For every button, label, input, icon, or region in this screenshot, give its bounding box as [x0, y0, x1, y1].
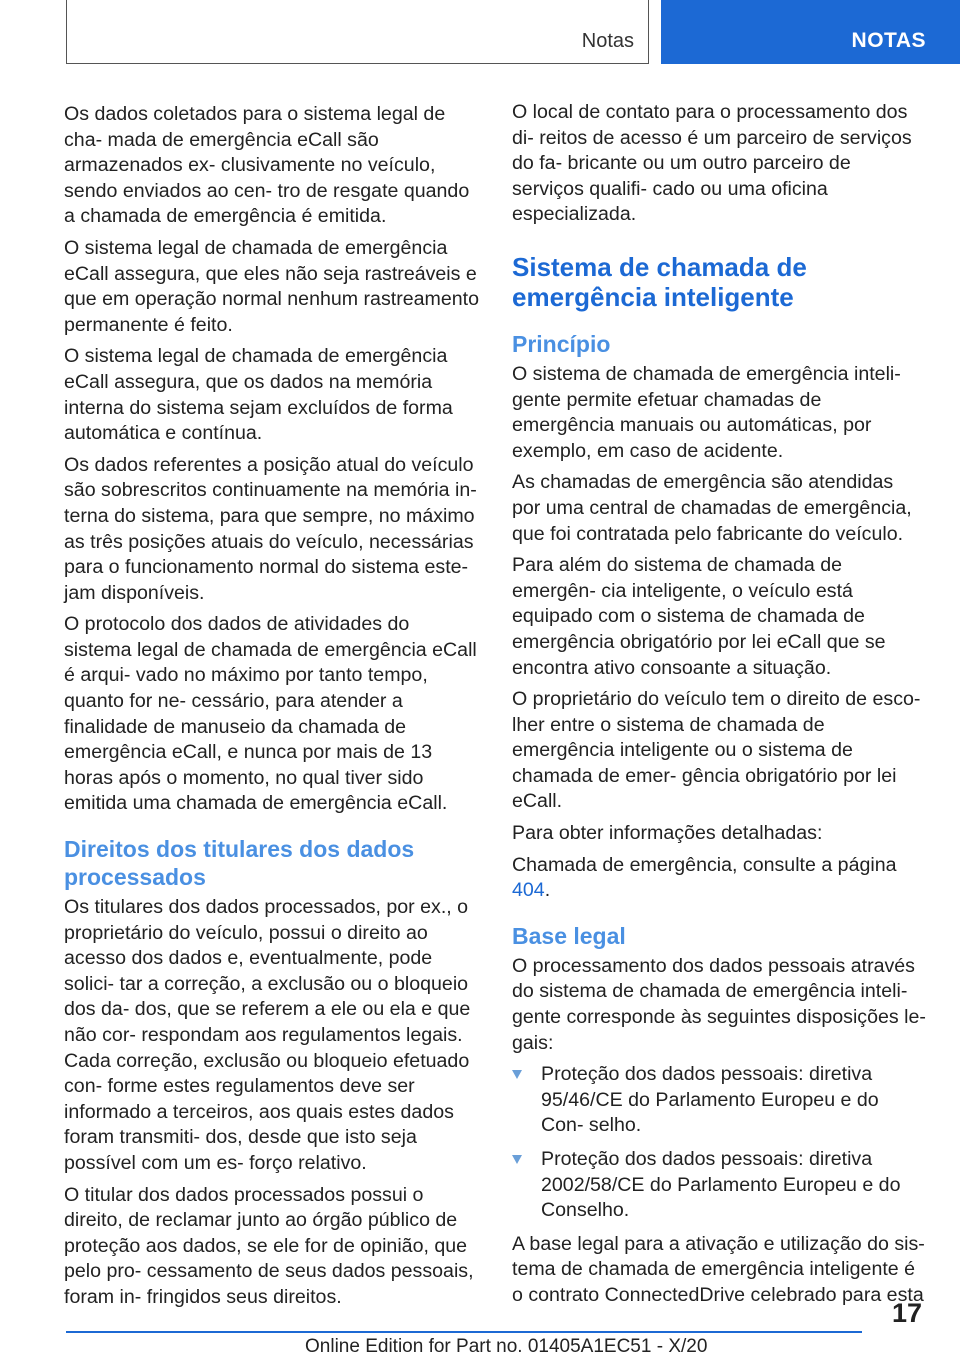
- paragraph: O proprietário do veículo tem o direito de esco- lher entre o sistema de chamada de emergência inteligente ou o sistema de chamada de emer- gência obrigatório por lei eCall.: [512, 688, 921, 813]
- heading-principle: Princípio: [512, 330, 611, 357]
- paragraph: O sistema de chamada de emergência inteli- gente permite efetuar chamadas de emergência manuais ou automáticas, por exemplo, em caso de acidente.: [512, 362, 901, 462]
- footer-divider: [66, 1331, 862, 1333]
- paragraph: O local de contato para o processamento dos di- reitos de acesso é um parceiro de serviços do fa- bricante ou um outro parceiro de serviços qualifi- cado ou uma oficina especializada.: [512, 101, 912, 226]
- paragraph-end: .: [544, 879, 551, 902]
- page-link-404[interactable]: 404: [512, 879, 545, 902]
- bullet-item: [512, 1062, 926, 1139]
- triangle-bullet-icon: [512, 1155, 522, 1164]
- paragraph: Os titulares dos dados processados, por ex., o proprietário do veículo, possui o direito ao acesso dos dados e, eventualmente, pode solici- tar a correção, a exclusão ou o bloqueio dos da- dos, que se referem a ele ou ela e que não cor- respondam aos regulamentos legais. Cada correção, exclusão ou bloqueio efetuado con- forme estes regulamentos deve ser informado a terceiros, aos quais estes dados foram transmiti- dos, desde que isto seja possível com um es- forço relativo.: [64, 896, 471, 1174]
- left-column: [64, 102, 480, 1317]
- bullet-item: [512, 1147, 926, 1224]
- heading-emergency-system: Sistema de chamada de emergência inteligente: [512, 251, 807, 312]
- heading-legal-basis: Base legal: [512, 922, 626, 949]
- paragraph-with-link: [512, 853, 926, 904]
- bullet-text: Proteção dos dados pessoais: diretiva 2002/58/CE do Parlamento Europeu e do Conselho.: [541, 1148, 901, 1222]
- paragraph: Os dados coletados para o sistema legal de cha- mada de emergência eCall são armazenados ex- clusivamente no veículo, sendo enviados ao cen- tro de resgate quando a chamada de emergência é emitida.: [64, 103, 470, 228]
- paragraph: O titular dos dados processados possui o direito, de reclamar junto ao órgão público de proteção aos dados, se ele for de opinião, que pelo pro- cessamento de seus dados pessoais, foram in- fringidos seus direitos.: [64, 1183, 474, 1308]
- paragraph: A base legal para a ativação e utilização do sis- tema de chamada de emergência inteligente é o contrato ConnectedDrive celebrado para esta: [512, 1232, 925, 1306]
- paragraph: As chamadas de emergência são atendidas por uma central de chamadas de emergência, que foi contratada pelo fabricante do veículo.: [512, 471, 912, 545]
- header-chapter-label: NOTAS: [851, 29, 926, 52]
- paragraph: O sistema legal de chamada de emergência eCall assegura, que os dados na memória interna do sistema sejam excluídos de forma automática e contínua.: [64, 345, 453, 445]
- header-chapter-tab: [661, 0, 960, 64]
- paragraph: Para além do sistema de chamada de emergên- cia inteligente, o veículo está equipado com o sistema de chamada de emergência obrigatório por lei eCall que se encontra ativo consoante a situação.: [512, 554, 886, 679]
- paragraph: O sistema legal de chamada de emergência eCall assegura, que eles não seja rastreáveis e que em operação normal nenhum rastreamento permanente é feito.: [64, 236, 479, 336]
- paragraph-text: Chamada de emergência, consulte a página: [512, 853, 897, 876]
- right-column: [512, 100, 926, 1315]
- paragraph: O processamento dos dados pessoais através do sistema de chamada de emergência inteli- gente corresponde às seguintes disposições le- gais:: [512, 954, 926, 1054]
- page-number: 17: [892, 1298, 923, 1328]
- bullet-text: Proteção dos dados pessoais: diretiva 95/46/CE do Parlamento Europeu e do Con- selho.: [541, 1063, 879, 1137]
- paragraph: Para obter informações detalhadas:: [512, 822, 823, 845]
- paragraph: Os dados referentes a posição atual do veículo são sobrescritos continuamente na memória in- terna do sistema, para que sempre, no máximo as três posições atuais do veículo, necessárias para o funcionamento normal do sistema este- jam disponíveis.: [64, 453, 477, 604]
- header-section-label: Notas: [581, 30, 634, 52]
- triangle-bullet-icon: [512, 1070, 522, 1079]
- heading-rights: Direitos dos titulares dos dados processados: [64, 836, 415, 891]
- header-section-box: [66, 0, 649, 64]
- footer-edition-text: Online Edition for Part no. 01405A1EC51 - X/20: [305, 1336, 708, 1357]
- paragraph: O protocolo dos dados de atividades do sistema legal de chamada de emergência eCall é arqui- vado no máximo por tanto tempo, quanto for ne- cessário, para atender a finalidade de manuseio da chamada de emergência eCall, e nunca por mais de 13 horas após o momento, no qual tiver sido emitida uma chamada de emergência eCall.: [64, 613, 477, 815]
